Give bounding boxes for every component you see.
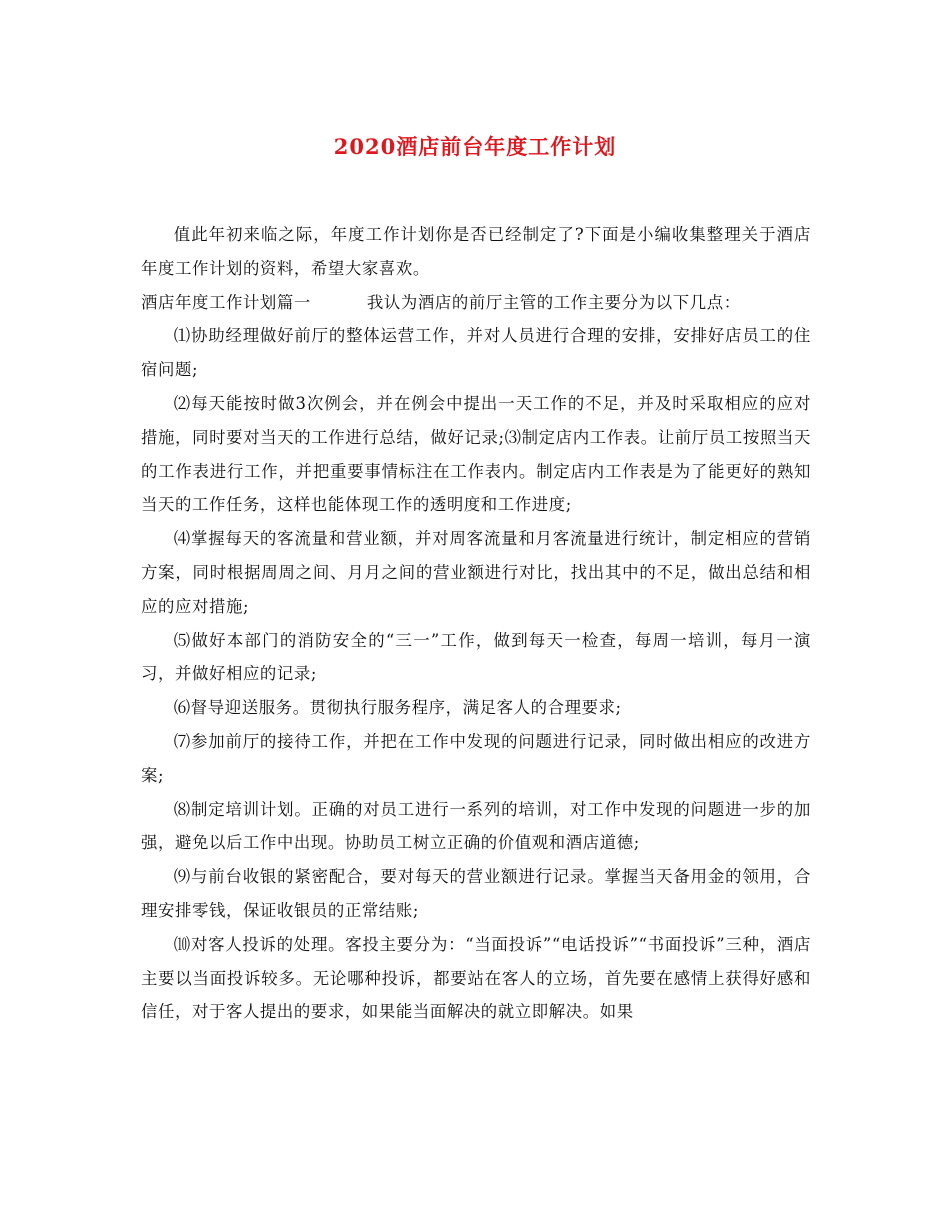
document-body bbox=[141, 218, 811, 1029]
intro-paragraph: 值此年初来临之际，年度工作计划你是否已经制定了?下面是小编收集整理关于酒店年度工作计划的资料，希望大家喜欢。 bbox=[141, 225, 811, 278]
list-item: ⑹督导迎送服务。贯彻执行服务程序，满足客人的合理要求; bbox=[173, 698, 622, 718]
list-item: ⑸做好本部门的消防安全的“三一”工作，做到每天一检查，每周一培训，每月一演习，并做好相应的记录; bbox=[141, 630, 811, 684]
list-item: ⑼与前台收银的紧密配合，要对每天的营业额进行记录。掌握当天备用金的领用，合理安排零钱，保证收银员的正常结账; bbox=[141, 867, 811, 920]
list-item: ⑴协助经理做好前厅的整体运营工作，并对人员进行合理的安排，安排好店员工的住宿问题; bbox=[141, 326, 811, 380]
document-title: 2020酒店前台年度工作计划 bbox=[333, 134, 617, 159]
section-heading: 酒店年度工作计划篇一 bbox=[141, 292, 311, 312]
list-item: ⑽对客人投诉的处理。客投主要分为：“当面投诉”“电话投诉”“书面投诉”三种，酒店主要以当面投诉较多。无论哪种投诉，都要站在客人的立场，首先要在感情上获得好感和信任，对于客人提出的要求，如果能当面解决的就立即解决。如果 bbox=[141, 934, 811, 1022]
list-item: ⑻制定培训计划。正确的对员工进行一系列的培训，对工作中发现的问题进一步的加强，避免以后工作中出现。协助员工树立正确的价值观和酒店道德; bbox=[141, 799, 811, 853]
section-lead: 我认为酒店的前厅主管的工作主要分为以下几点： bbox=[366, 292, 741, 312]
section-line bbox=[141, 286, 811, 320]
list-item: ⑷掌握每天的客流量和营业额，并对周客流量和月客流量进行统计，制定相应的营销方案，同时根据周周之间、月月之间的营业额进行对比，找出其中的不足，做出总结和相应的应对措施; bbox=[141, 529, 811, 616]
list-item: ⑵每天能按时做3次例会，并在例会中提出一天工作的不足，并及时采取相应的应对措施，同时要对当天的工作进行总结，做好记录;⑶制定店内工作表。让前厅员工按照当天的工作表进行工作，并把重要事情标注在工作表内。制定店内工作表是为了能更好的熟知当天的工作任务，这样也能体现工作的透明度和工作进度; bbox=[141, 393, 811, 515]
list-item: ⑺参加前厅的接待工作，并把在工作中发现的问题进行记录，同时做出相应的改进方案; bbox=[141, 731, 811, 785]
